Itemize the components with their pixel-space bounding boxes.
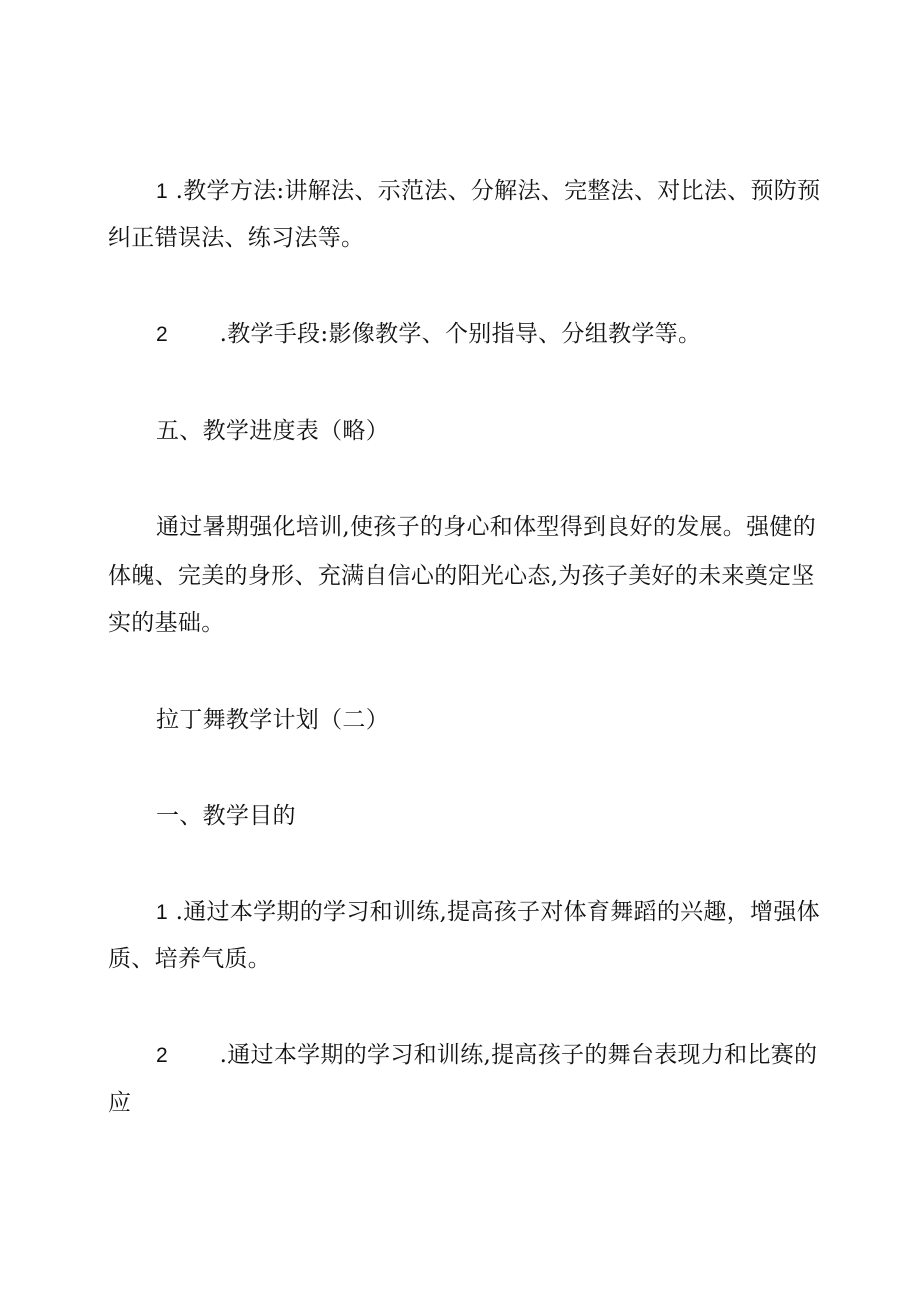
summary-text-1: 通过暑期强化培训,使孩子的身心和体型得到良好的发展。强健的 xyxy=(156,514,817,540)
purpose-1-text-1: .通过本学期的学习和训练,提高孩子对体育舞蹈的兴趣，增强体 xyxy=(175,899,820,925)
purpose-1-text-2: 质、培养气质。 xyxy=(108,946,272,972)
method-line-2 xyxy=(108,223,364,253)
summary-text-2: 体魄、完美的身形、充满自信心的阳光心态,为孩子美好的未来奠定坚 xyxy=(108,563,815,589)
summary-line-1 xyxy=(156,512,816,542)
purpose-2-line-1 xyxy=(156,1040,817,1071)
purpose-1-number: 1 xyxy=(156,901,168,924)
purpose-2-text-1: .通过本学期的学习和训练,提高孩子的舞台表现力和比赛的 xyxy=(219,1042,818,1068)
means-text: .教学手段:影像教学、个别指导、分组教学等。 xyxy=(219,321,702,347)
teaching-purpose-heading xyxy=(156,801,296,831)
plan-two-title-text: 拉丁舞教学计划（二） xyxy=(156,707,389,733)
method-text-1: .教学方法:讲解法、示范法、分解法、完整法、对比法、预防预 xyxy=(175,178,821,204)
means-line xyxy=(156,319,701,350)
method-text-2: 纠正错误法、练习法等。 xyxy=(108,225,365,251)
method-number: 1 xyxy=(156,180,168,203)
teaching-purpose-text: 一、教学目的 xyxy=(156,803,296,829)
summary-text-3: 实的基础。 xyxy=(108,610,225,636)
method-line-1 xyxy=(156,176,820,207)
plan-two-title xyxy=(156,705,389,735)
purpose-2-number: 2 xyxy=(156,1044,168,1067)
purpose-2-line-2 xyxy=(108,1088,131,1118)
purpose-1-line-2 xyxy=(108,944,271,974)
purpose-1-line-1 xyxy=(156,897,820,928)
purpose-2-text-2: 应 xyxy=(108,1090,132,1116)
schedule-heading xyxy=(156,416,389,446)
schedule-heading-text: 五、教学进度表（略） xyxy=(156,418,389,444)
means-number: 2 xyxy=(156,323,168,346)
summary-line-3 xyxy=(108,608,225,638)
summary-line-2 xyxy=(108,561,815,591)
